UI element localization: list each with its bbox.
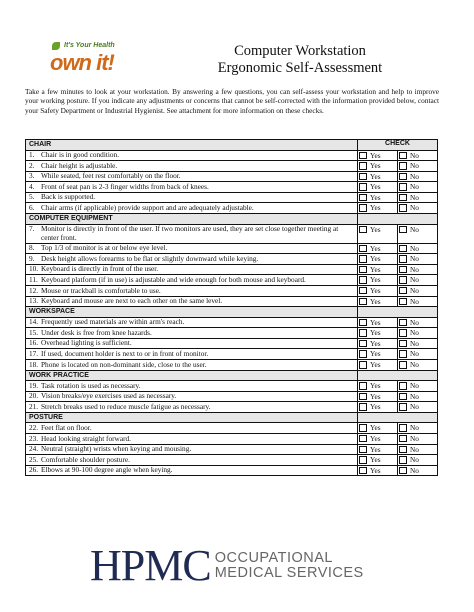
checklist-row	[26, 434, 437, 445]
no-option	[397, 360, 437, 370]
no-label: No	[410, 203, 419, 213]
checklist-row	[26, 225, 437, 244]
no-option	[397, 392, 437, 402]
no-label: No	[410, 150, 419, 160]
question-number: 2.	[29, 160, 35, 170]
no-label: No	[410, 360, 419, 369]
question-text: Stretch breaks used to reduce muscle fatigue as necessary.	[41, 401, 211, 411]
yes-label: Yes	[370, 465, 381, 475]
yes-checkbox[interactable]	[359, 424, 367, 432]
question-text: Vision breaks/eye exercises used as necessary.	[41, 391, 177, 401]
checklist-row	[26, 161, 437, 172]
question-number: 19.	[29, 380, 39, 390]
no-checkbox[interactable]	[399, 255, 407, 263]
checklist-row	[26, 455, 437, 466]
yes-option	[357, 360, 397, 370]
question-text: Under desk is free from knee hazards.	[41, 327, 152, 337]
no-checkbox[interactable]	[399, 329, 407, 337]
yes-option	[357, 328, 397, 338]
no-checkbox[interactable]	[399, 245, 407, 253]
question-number: 20.	[29, 391, 39, 401]
question-text: Monitor is directly in front of the user. If two monitors are used, they are set close together meeting at center front.	[41, 224, 339, 242]
yes-checkbox[interactable]	[359, 467, 367, 475]
checklist-row	[26, 423, 437, 434]
no-checkbox[interactable]	[399, 350, 407, 358]
checklist-row	[26, 203, 437, 214]
yes-option	[357, 402, 397, 412]
yes-label: Yes	[370, 391, 381, 401]
leaf-icon	[52, 42, 60, 50]
question-text: If used, document holder is next to or in front of monitor.	[41, 349, 209, 358]
yes-checkbox[interactable]	[359, 162, 367, 170]
no-label: No	[410, 317, 419, 327]
yes-label: Yes	[370, 381, 381, 391]
question-number: 9.	[29, 253, 35, 263]
question	[26, 455, 357, 465]
question-number: 24.	[29, 444, 39, 454]
section-header	[26, 371, 437, 382]
yes-option	[357, 172, 397, 182]
question	[26, 381, 357, 391]
check-header	[357, 413, 437, 423]
yes-option	[357, 254, 397, 264]
checklist-table	[25, 139, 438, 476]
title-line-2: Ergonomic Self-Assessment	[217, 60, 383, 76]
question	[26, 151, 357, 161]
no-checkbox[interactable]	[399, 403, 407, 411]
question-number: 16.	[29, 338, 39, 348]
no-label: No	[410, 391, 419, 401]
no-label: No	[410, 433, 419, 443]
checklist-row	[26, 182, 437, 193]
yes-option	[357, 434, 397, 444]
checklist-row	[26, 349, 437, 360]
services-text	[215, 551, 364, 581]
question	[26, 203, 357, 213]
services-line-1: OCCUPATIONAL	[214, 550, 333, 566]
no-checkbox[interactable]	[399, 382, 407, 390]
no-checkbox[interactable]	[399, 393, 407, 401]
question-text: Phone is located on non-dominant side, close to the user.	[41, 359, 207, 369]
question	[26, 286, 357, 296]
question-number: 13.	[29, 296, 39, 306]
no-option	[397, 318, 437, 328]
yes-option	[357, 392, 397, 402]
no-option	[397, 297, 437, 307]
yes-option	[357, 151, 397, 161]
footer-brand	[90, 541, 364, 590]
checklist-row	[26, 172, 437, 183]
no-label: No	[410, 254, 419, 264]
question-text: Neutral (straight) wrists when keying and mousing.	[41, 444, 192, 454]
yes-label: Yes	[370, 402, 381, 412]
question	[26, 434, 357, 444]
no-label: No	[410, 264, 419, 274]
question-text: Overhead lighting is sufficient.	[41, 338, 132, 348]
yes-checkbox[interactable]	[359, 173, 367, 181]
no-label: No	[410, 328, 419, 338]
title-line-1: Computer Workstation	[234, 43, 366, 59]
question-number: 15.	[29, 327, 39, 337]
checklist-row	[26, 381, 437, 392]
logo-mark: own it!	[50, 50, 114, 75]
question	[26, 328, 357, 338]
question-text: Chair height is adjustable.	[41, 160, 118, 170]
checklist-row	[26, 318, 437, 329]
yes-label: Yes	[370, 203, 381, 213]
check-header	[357, 214, 437, 224]
yes-checkbox[interactable]	[359, 393, 367, 401]
yes-option	[357, 286, 397, 296]
yes-checkbox[interactable]	[359, 152, 367, 160]
section-title: POSTURE	[29, 414, 63, 422]
no-label: No	[410, 285, 419, 295]
question-text: Keyboard is directly in front of the user.	[41, 264, 159, 274]
yes-option	[357, 349, 397, 359]
question-number: 23.	[29, 433, 39, 443]
yes-option	[357, 445, 397, 455]
no-label: No	[410, 182, 419, 192]
question-text: Comfortable shoulder posture.	[41, 454, 130, 464]
yes-checkbox[interactable]	[359, 266, 367, 274]
question-number: 14.	[29, 317, 39, 327]
yes-checkbox[interactable]	[359, 350, 367, 358]
no-checkbox[interactable]	[399, 456, 407, 464]
question-number: 25.	[29, 454, 39, 464]
no-option	[397, 193, 437, 203]
no-option	[397, 349, 437, 359]
question	[26, 265, 357, 275]
question-number: 18.	[29, 359, 39, 369]
services-line-2: MEDICAL SERVICES	[214, 565, 364, 581]
no-checkbox[interactable]	[399, 194, 407, 202]
question	[26, 392, 357, 402]
section-header	[26, 214, 437, 225]
section-title: WORK PRACTICE	[29, 371, 89, 379]
checklist-row	[26, 402, 437, 413]
yes-label: Yes	[370, 328, 381, 338]
no-label: No	[410, 338, 419, 348]
yes-label: Yes	[370, 433, 381, 443]
question-number: 21.	[29, 401, 39, 411]
question	[26, 360, 357, 370]
yes-label: Yes	[370, 455, 381, 465]
question-text: Mouse or trackball is comfortable to use.	[41, 285, 161, 295]
yes-option	[357, 423, 397, 433]
no-checkbox[interactable]	[399, 204, 407, 212]
yes-option	[357, 297, 397, 307]
no-checkbox[interactable]	[399, 319, 407, 327]
question	[26, 423, 357, 433]
yes-label: Yes	[370, 150, 381, 160]
no-checkbox[interactable]	[399, 435, 407, 443]
no-option	[397, 328, 437, 338]
question-number: 11.	[29, 274, 38, 284]
yes-label: Yes	[370, 243, 381, 253]
yes-label: Yes	[370, 171, 381, 181]
no-label: No	[410, 423, 419, 433]
question-text: Keyboard platform (if in use) is adjustable and wide enough for both mouse and keyboard.	[41, 274, 306, 284]
no-option	[397, 286, 437, 296]
no-option	[397, 182, 437, 192]
question-text: Desk height allows forearms to be flat or slightly downward while keying.	[41, 253, 259, 263]
yes-label: Yes	[370, 296, 381, 306]
checklist-row	[26, 275, 437, 286]
yes-option	[357, 455, 397, 465]
no-option	[397, 434, 437, 444]
yes-label: Yes	[370, 338, 381, 348]
question	[26, 318, 357, 328]
no-label: No	[410, 275, 419, 285]
no-checkbox[interactable]	[399, 173, 407, 181]
no-checkbox[interactable]	[399, 467, 407, 475]
yes-label: Yes	[370, 161, 381, 171]
checklist-row	[26, 339, 437, 350]
question	[26, 172, 357, 182]
yes-checkbox[interactable]	[359, 456, 367, 464]
page-title	[180, 43, 420, 77]
yes-label: Yes	[370, 423, 381, 433]
question	[26, 275, 357, 285]
yes-checkbox[interactable]	[359, 226, 367, 234]
no-option	[397, 244, 437, 254]
no-option	[397, 151, 437, 161]
question	[26, 193, 357, 203]
no-checkbox[interactable]	[399, 340, 407, 348]
checklist-row	[26, 254, 437, 265]
checklist-row	[26, 265, 437, 276]
yes-option	[357, 275, 397, 285]
yes-label: Yes	[370, 192, 381, 202]
yes-label: Yes	[370, 254, 381, 264]
yes-label: Yes	[370, 360, 381, 369]
question-text: Task rotation is used as necessary.	[41, 380, 141, 390]
no-option	[397, 423, 437, 433]
no-label: No	[410, 465, 419, 475]
no-option	[397, 203, 437, 213]
no-option	[397, 466, 437, 476]
section-title: COMPUTER EQUIPMENT	[29, 215, 113, 223]
question-text: Front of seat pan is 2-3 finger widths from back of knees.	[41, 181, 209, 191]
check-header	[357, 307, 437, 317]
question	[26, 254, 357, 264]
question-number: 8.	[29, 243, 35, 253]
yes-checkbox[interactable]	[359, 403, 367, 411]
checklist-row	[26, 360, 437, 371]
yes-checkbox[interactable]	[359, 329, 367, 337]
no-label: No	[410, 381, 419, 391]
no-option	[397, 265, 437, 275]
yes-option	[357, 225, 397, 243]
no-checkbox[interactable]	[399, 266, 407, 274]
intro-paragraph: Take a few minutes to look at your workstation. By answering a few questions, you can self-assess your workstation and help to improve your working posture. If you indicate any adjustments or concerns that cannot be self-corrected with the information provided below, contact your Safety Department or Industrial Hygienist. See attachment for more information on these checks.	[25, 87, 439, 115]
question	[26, 402, 357, 412]
question-number: 1.	[29, 150, 35, 160]
question-number: 10.	[29, 264, 39, 274]
no-label: No	[410, 455, 419, 465]
question-number: 4.	[29, 181, 35, 191]
no-label: No	[410, 402, 419, 412]
question-text: Chair is in good condition.	[41, 150, 120, 160]
question-text: Top 1/3 of monitor is at or below eye level.	[41, 243, 168, 253]
no-checkbox[interactable]	[399, 424, 407, 432]
no-checkbox[interactable]	[399, 162, 407, 170]
question-number: 6.	[29, 203, 35, 213]
yes-label: Yes	[370, 349, 381, 359]
yes-checkbox[interactable]	[359, 204, 367, 212]
question-text: Elbows at 90-100 degree angle when keying.	[41, 465, 173, 475]
question	[26, 339, 357, 349]
checklist-row	[26, 193, 437, 204]
section-title: CHAIR	[29, 141, 52, 149]
no-option	[397, 381, 437, 391]
question-number: 26.	[29, 465, 39, 475]
no-option	[397, 339, 437, 349]
checklist-row	[26, 445, 437, 456]
yes-option	[357, 203, 397, 213]
no-option	[397, 445, 437, 455]
no-label: No	[410, 349, 419, 359]
yes-label: Yes	[370, 224, 381, 234]
no-label: No	[410, 296, 419, 306]
yes-label: Yes	[370, 275, 381, 285]
question-text: Head looking straight forward.	[41, 433, 131, 443]
yes-checkbox[interactable]	[359, 183, 367, 191]
checklist-row	[26, 328, 437, 339]
no-checkbox[interactable]	[399, 183, 407, 191]
yes-label: Yes	[370, 182, 381, 192]
yes-checkbox[interactable]	[359, 340, 367, 348]
no-label: No	[410, 192, 419, 202]
yes-option	[357, 193, 397, 203]
no-option	[397, 172, 437, 182]
question-text: Frequently used materials are within arm's reach.	[41, 317, 185, 327]
yes-checkbox[interactable]	[359, 276, 367, 284]
yes-option	[357, 182, 397, 192]
question	[26, 182, 357, 192]
question	[26, 244, 357, 254]
yes-option	[357, 339, 397, 349]
yes-label: Yes	[370, 264, 381, 274]
question-text: Feet flat on floor.	[41, 422, 92, 432]
yes-label: Yes	[370, 317, 381, 327]
yes-checkbox[interactable]	[359, 319, 367, 327]
question-text: Back is supported.	[41, 192, 96, 202]
no-label: No	[410, 171, 419, 181]
check-header: CHECK	[357, 140, 437, 150]
question	[26, 225, 357, 243]
question	[26, 161, 357, 171]
question-number: 5.	[29, 192, 35, 202]
checklist-row	[26, 286, 437, 297]
own-it-logo	[46, 40, 156, 86]
no-label: No	[410, 161, 419, 171]
no-checkbox[interactable]	[399, 152, 407, 160]
question	[26, 297, 357, 307]
yes-option	[357, 318, 397, 328]
no-checkbox[interactable]	[399, 298, 407, 306]
no-checkbox[interactable]	[399, 226, 407, 234]
no-option	[397, 161, 437, 171]
logo-tagline: It's Your Health	[64, 42, 115, 49]
checklist-row	[26, 244, 437, 255]
yes-checkbox[interactable]	[359, 361, 367, 369]
yes-option	[357, 244, 397, 254]
yes-checkbox[interactable]	[359, 245, 367, 253]
question-number: 22.	[29, 422, 39, 432]
checklist-row	[26, 297, 437, 308]
checklist-row	[26, 151, 437, 162]
check-header	[357, 371, 437, 381]
section-title: WORKSPACE	[29, 308, 75, 316]
no-option	[397, 402, 437, 412]
no-option	[397, 254, 437, 264]
no-label: No	[410, 444, 419, 454]
yes-option	[357, 265, 397, 275]
no-checkbox[interactable]	[399, 446, 407, 454]
yes-label: Yes	[370, 444, 381, 454]
question-number: 12.	[29, 285, 39, 295]
no-option	[397, 275, 437, 285]
question-number: 17.	[29, 349, 39, 358]
no-label: No	[410, 243, 419, 253]
question-number: 3.	[29, 171, 35, 181]
yes-checkbox[interactable]	[359, 194, 367, 202]
yes-checkbox[interactable]	[359, 435, 367, 443]
question	[26, 349, 357, 359]
yes-checkbox[interactable]	[359, 255, 367, 263]
yes-option	[357, 161, 397, 171]
yes-option	[357, 381, 397, 391]
hpmc-logo-text: HPMC	[90, 541, 211, 590]
yes-checkbox[interactable]	[359, 446, 367, 454]
section-header	[26, 307, 437, 318]
question-text: While seated, feet rest comfortably on the floor.	[41, 171, 181, 181]
question	[26, 445, 357, 455]
section-header	[26, 413, 437, 424]
checklist-row	[26, 466, 437, 476]
no-checkbox[interactable]	[399, 287, 407, 295]
checklist-row	[26, 392, 437, 403]
yes-checkbox[interactable]	[359, 382, 367, 390]
yes-option	[357, 466, 397, 476]
question-number: 7.	[29, 224, 35, 234]
no-label: No	[410, 224, 419, 234]
question-text: Keyboard and mouse are next to each other on the same level.	[41, 296, 223, 306]
no-checkbox[interactable]	[399, 361, 407, 369]
no-option	[397, 455, 437, 465]
question	[26, 466, 357, 476]
yes-label: Yes	[370, 285, 381, 295]
yes-checkbox[interactable]	[359, 287, 367, 295]
question-text: Chair arms (if applicable) provide support and are adequately adjustable.	[41, 203, 254, 213]
no-option	[397, 225, 437, 243]
no-checkbox[interactable]	[399, 276, 407, 284]
section-header	[26, 140, 437, 151]
yes-checkbox[interactable]	[359, 298, 367, 306]
